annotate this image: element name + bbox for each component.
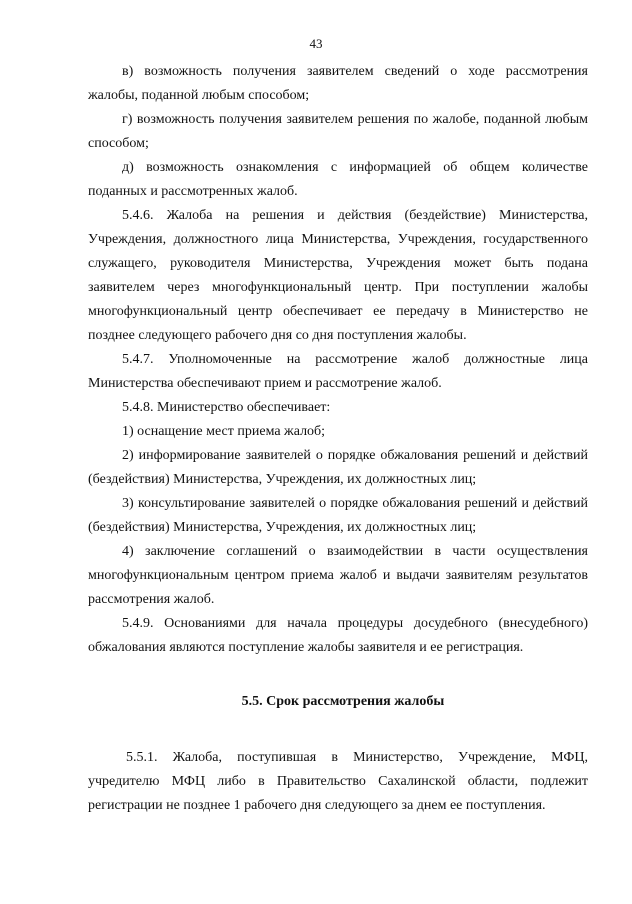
paragraph-d: д) возможность ознакомления с информацией об общем количестве поданных и рассмотренных жалоб. (88, 160, 588, 199)
list-item-3: 3) консультирование заявителей о порядке обжалования решений и действий (бездействия) Министерства, Учреждения, их должностных лиц; (88, 496, 588, 535)
paragraph-5-4-7: 5.4.7. Уполномоченные на рассмотрение жалоб должностные лица Министерства обеспечивают прием и рассмотрение жалоб. (88, 352, 588, 391)
section-heading: 5.5. Срок рассмотрения жалобы (241, 694, 445, 709)
list-item-2: 2) информирование заявителей о порядке обжалования решений и действий (бездействия) Министерства, Учреждения, их должностных лиц; (88, 448, 588, 487)
list-item-1: 1) оснащение мест приема жалоб; (122, 424, 326, 439)
paragraph-5-4-9: 5.4.9. Основаниями для начала процедуры досудебного (внесудебного) обжалования являются поступление жалобы заявителя и ее регистрация. (88, 616, 588, 655)
paragraph-5-4-6: 5.4.6. Жалоба на решения и действия (бездействие) Министерства, Учреждения, должностного лица Министерства, Учреждения, государственного служащего, руководителя Министерства, Учреждения может быть подана заявителем через многофункциональный центр. При поступлении жалобы многофункциональный центр обеспечивает ее передачу в Министерство не позднее следующего рабочего дня со дня поступления жалобы. (88, 208, 588, 343)
paragraph-v: в) возможность получения заявителем сведений о ходе рассмотрения жалобы, поданной любым способом; (88, 64, 588, 103)
paragraph-5-4-8: 5.4.8. Министерство обеспечивает: (122, 400, 331, 415)
spacer (88, 714, 588, 746)
list-item-4: 4) заключение соглашений о взаимодействии в части осуществления многофункциональным центром приема жалоб и выдачи заявителям результатов рассмотрения жалоб. (88, 544, 588, 607)
page-number: 43 (309, 36, 323, 51)
spacer (88, 660, 588, 690)
paragraph-5-5-1: 5.5.1. Жалоба, поступившая в Министерство, Учреждение, МФЦ, учредителю МФЦ либо в Правительство Сахалинской области, подлежит регистрации не позднее 1 рабочего дня следующего за днем ее поступления. (88, 750, 588, 813)
paragraph-g: г) возможность получения заявителем решения по жалобе, поданной любым способом; (88, 112, 588, 151)
document-body (88, 60, 588, 818)
